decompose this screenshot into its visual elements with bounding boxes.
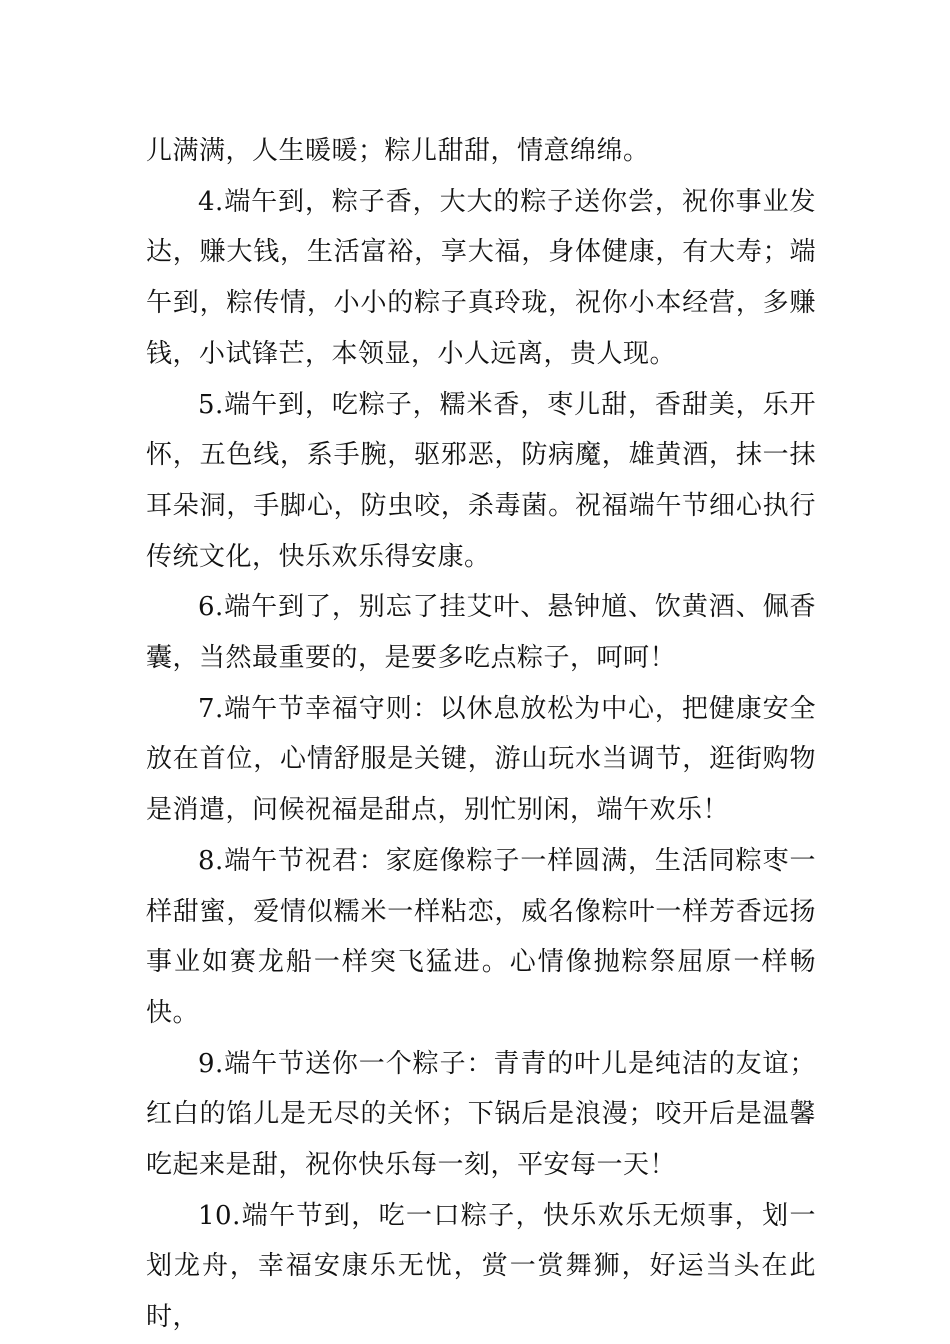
paragraph-item-10: 10.端午节到，吃一口粽子，快乐欢乐无烦事，划一划龙舟，幸福安康乐无忧，赏一赏舞狮，好运当头在此时， bbox=[146, 1200, 816, 1333]
paragraph-item-7: 7.端午节幸福守则：以休息放松为中心，把健康安全放在首位，心情舒服是关键，游山玩水当调节，逛街购物是消遣，问候祝福是甜点，别忙别闲，端午欢乐！ bbox=[146, 693, 816, 826]
paragraph-continued: 儿满满，人生暖暖；粽儿甜甜，情意绵绵。 bbox=[146, 136, 650, 166]
document-body bbox=[146, 126, 816, 1343]
paragraph-item-8: 8.端午节祝君：家庭像粽子一样圆满，生活同粽枣一样甜蜜，爱情似糯米一样粘恋，威名像粽叶一样芳香远扬事业如赛龙船一样突飞猛进。心情像抛粽祭屈原一样畅快。 bbox=[146, 845, 816, 1028]
paragraph-item-6: 6.端午到了，别忘了挂艾叶、悬钟馗、饮黄酒、佩香囊，当然最重要的，是要多吃点粽子，呵呵！ bbox=[146, 592, 816, 674]
paragraph-item-4: 4.端午到，粽子香，大大的粽子送你尝，祝你事业发达，赚大钱，生活富裕，享大福，身体健康，有大寿；端午到，粽传情，小小的粽子真玲珑，祝你小本经营，多赚钱，小试锋芒，本领显，小人远离，贵人现。 bbox=[146, 186, 816, 369]
paragraph-item-5: 5.端午到，吃粽子，糯米香，枣儿甜，香甜美，乐开怀，五色线，系手腕，驱邪恶，防病魔，雄黄酒，抹一抹耳朵洞，手脚心，防虫咬，杀毒菌。祝福端午节细心执行传统文化，快乐欢乐得安康。 bbox=[146, 389, 816, 572]
paragraph-item-9: 9.端午节送你一个粽子：青青的叶儿是纯洁的友谊；红白的馅儿是无尽的关怀；下锅后是浪漫；咬开后是温馨吃起来是甜，祝你快乐每一刻，平安每一天！ bbox=[146, 1048, 816, 1181]
